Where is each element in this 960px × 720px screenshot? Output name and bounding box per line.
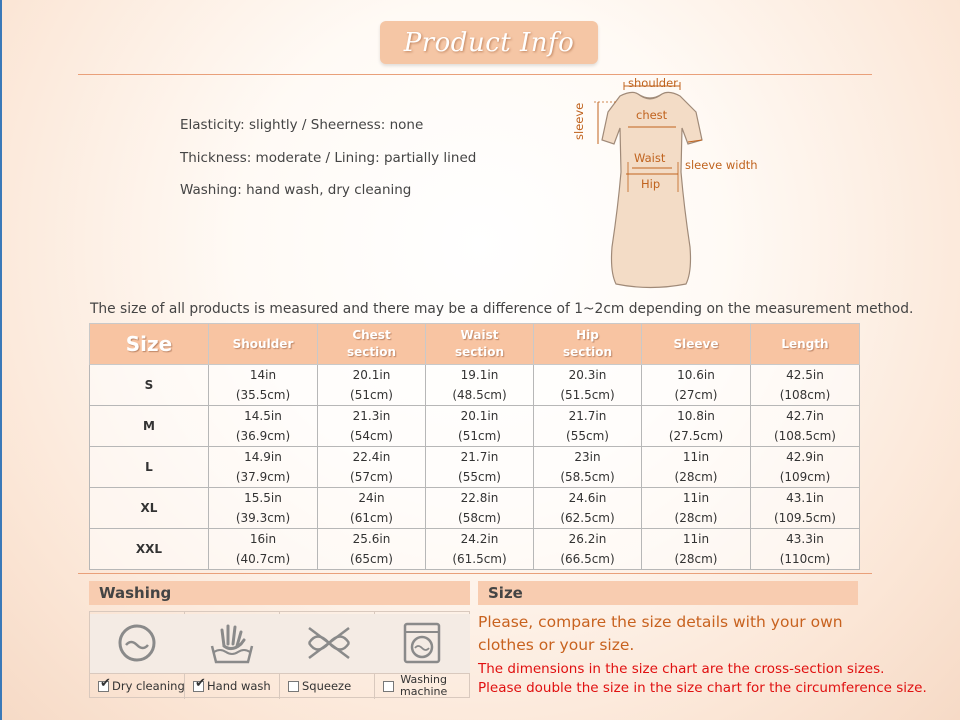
cell-inches: 14.5in <box>244 409 282 423</box>
wash-option-dry-cleaning <box>90 612 185 699</box>
table-row <box>90 447 860 488</box>
cell-hip <box>534 365 642 406</box>
wash-option-label-line2: machine <box>400 685 448 698</box>
diagram-label-shoulder: shoulder <box>628 76 678 90</box>
cell-cm: (66.5cm) <box>560 552 615 566</box>
cell-chest <box>318 488 426 529</box>
wash-option-label <box>400 674 447 698</box>
size-label: S <box>90 365 209 406</box>
cell-inches: 10.8in <box>677 409 715 423</box>
table-row <box>90 488 860 529</box>
cell-cm: (61cm) <box>350 511 393 525</box>
washing-machine-icon <box>398 620 446 666</box>
cell-shoulder <box>209 447 318 488</box>
diagram-label-sleeve: sleeve <box>572 102 586 140</box>
cell-hip <box>534 488 642 529</box>
cell-inches: 24in <box>358 491 385 505</box>
size-table <box>89 323 860 570</box>
cell-sleeve <box>642 447 751 488</box>
size-label: L <box>90 447 209 488</box>
wash-option-label: Hand wash <box>207 679 271 693</box>
cell-cm: (58.5cm) <box>560 470 615 484</box>
header-size: Size <box>90 324 209 365</box>
cell-cm: (62.5cm) <box>560 511 615 525</box>
attribute-elasticity: Elasticity: slightly / Sheerness: none <box>180 117 424 133</box>
cell-sleeve <box>642 488 751 529</box>
cell-cm: (35.5cm) <box>235 388 291 402</box>
cell-cm: (40.7cm) <box>235 552 291 566</box>
cell-inches: 16in <box>249 532 277 546</box>
cell-cm: (36.9cm) <box>235 429 291 443</box>
cell-inches: 20.3in <box>568 368 607 382</box>
cell-cm: (109cm) <box>779 470 831 484</box>
table-row <box>90 406 860 447</box>
table-row <box>90 529 860 570</box>
header-chest-line2: section <box>346 345 397 359</box>
cell-inches: 43.3in <box>786 532 824 546</box>
cell-inches: 22.4in <box>352 450 391 464</box>
cell-cm: (51.5cm) <box>560 388 615 402</box>
diagram-label-sleeve-width: sleeve width <box>685 158 758 172</box>
cell-inches: 26.2in <box>568 532 607 546</box>
squeeze-checkbox[interactable] <box>288 681 299 692</box>
wash-option-label: Squeeze <box>302 679 352 693</box>
cell-cm: (39.3cm) <box>235 511 291 525</box>
page-title: Product Info <box>380 21 598 64</box>
cell-inches: 42.9in <box>786 450 824 464</box>
cell-sleeve <box>642 406 751 447</box>
table-header-row <box>90 324 860 365</box>
cell-length <box>751 488 860 529</box>
cell-cm: (58cm) <box>458 511 501 525</box>
cell-cm: (54cm) <box>350 429 393 443</box>
size-warning-line2: Please double the size in the size chart for the circumference size. <box>478 680 927 696</box>
dry-cleaning-icon <box>113 620 161 666</box>
cell-hip <box>534 529 642 570</box>
cell-inches: 23in <box>574 450 601 464</box>
cell-inches: 21.7in <box>460 450 499 464</box>
size-label: XL <box>90 488 209 529</box>
header-waist-line1: Waist <box>460 328 499 342</box>
cell-cm: (28cm) <box>674 511 718 525</box>
cell-inches: 20.1in <box>460 409 499 423</box>
size-label: M <box>90 406 209 447</box>
cell-cm: (109.5cm) <box>773 511 836 525</box>
no-wring-icon <box>303 620 355 666</box>
cell-inches: 22.8in <box>460 491 499 505</box>
washing-machine-checkbox[interactable] <box>383 681 394 692</box>
cell-length <box>751 447 860 488</box>
size-label: XXL <box>90 529 209 570</box>
cell-inches: 21.3in <box>352 409 391 423</box>
header-waist <box>426 324 534 365</box>
header-hip <box>534 324 642 365</box>
header-shoulder: Shoulder <box>209 324 318 365</box>
header-hip-line2: section <box>562 345 613 359</box>
cell-cm: (51cm) <box>350 388 393 402</box>
cell-waist <box>426 406 534 447</box>
cell-sleeve <box>642 365 751 406</box>
cell-cm: (55cm) <box>566 429 609 443</box>
cell-hip <box>534 406 642 447</box>
wash-option-squeeze <box>280 612 375 699</box>
cell-cm: (28cm) <box>674 470 718 484</box>
cell-inches: 43.1in <box>786 491 824 505</box>
header-chest-line1: Chest <box>352 328 391 342</box>
cell-inches: 11in <box>682 450 710 464</box>
cell-chest <box>318 447 426 488</box>
diagram-label-chest: chest <box>636 108 668 122</box>
header-sleeve: Sleeve <box>642 324 751 365</box>
cell-chest <box>318 365 426 406</box>
cell-waist <box>426 488 534 529</box>
attribute-washing: Washing: hand wash, dry cleaning <box>180 182 412 198</box>
cell-chest <box>318 529 426 570</box>
table-row <box>90 365 860 406</box>
measurement-note: The size of all products is measured and there may be a difference of 1~2cm depending on the measurement method. <box>90 301 914 317</box>
washing-heading: Washing <box>89 581 470 605</box>
wash-option-label-line1: Washing <box>400 673 447 686</box>
dry-cleaning-checkbox[interactable] <box>98 676 111 692</box>
garment-diagram <box>568 72 768 292</box>
cell-waist <box>426 529 534 570</box>
header-hip-line1: Hip <box>576 328 599 342</box>
size-warning-line1: The dimensions in the size chart are the cross-section sizes. <box>478 661 885 677</box>
cell-cm: (61.5cm) <box>452 552 507 566</box>
cell-cm: (27cm) <box>674 388 718 402</box>
cell-shoulder <box>209 488 318 529</box>
size-message-line1: Please, compare the size details with your own <box>478 613 843 631</box>
frame-edge <box>0 0 2 720</box>
cell-inches: 15.5in <box>244 491 282 505</box>
wash-option-hand-wash <box>185 612 280 699</box>
cell-inches: 11in <box>682 532 710 546</box>
cell-inches: 11in <box>682 491 710 505</box>
check-icon: ✔ <box>100 676 111 691</box>
cell-shoulder <box>209 406 318 447</box>
wash-option-label: Dry cleaning <box>112 679 185 693</box>
cell-inches: 25.6in <box>352 532 391 546</box>
cell-cm: (28cm) <box>674 552 718 566</box>
cell-inches: 24.6in <box>568 491 607 505</box>
cell-length <box>751 365 860 406</box>
cell-cm: (57cm) <box>350 470 393 484</box>
cell-cm: (108.5cm) <box>773 429 836 443</box>
cell-cm: (110cm) <box>779 552 831 566</box>
cell-cm: (48.5cm) <box>452 388 507 402</box>
header-waist-line2: section <box>454 345 505 359</box>
cell-inches: 10.6in <box>677 368 715 382</box>
washing-options <box>89 611 470 698</box>
cell-shoulder <box>209 529 318 570</box>
cell-cm: (55cm) <box>458 470 501 484</box>
diagram-label-hip: Hip <box>641 177 661 191</box>
cell-cm: (108cm) <box>779 388 831 402</box>
cell-waist <box>426 447 534 488</box>
cell-inches: 21.7in <box>568 409 607 423</box>
cell-inches: 24.2in <box>460 532 499 546</box>
cell-cm: (65cm) <box>350 552 393 566</box>
table-divider <box>78 573 872 574</box>
hand-wash-checkbox[interactable] <box>193 676 206 692</box>
size-message-line2: clothes or your size. <box>478 636 635 654</box>
cell-chest <box>318 406 426 447</box>
header-length: Length <box>751 324 860 365</box>
cell-inches: 14.9in <box>244 450 282 464</box>
cell-inches: 42.5in <box>786 368 824 382</box>
size-heading: Size <box>478 581 858 605</box>
cell-inches: 14in <box>249 368 277 382</box>
cell-cm: (37.9cm) <box>235 470 291 484</box>
diagram-label-waist: Waist <box>634 151 666 165</box>
wash-option-washing-machine <box>375 612 470 699</box>
cell-hip <box>534 447 642 488</box>
cell-shoulder <box>209 365 318 406</box>
cell-length <box>751 406 860 447</box>
header-chest <box>318 324 426 365</box>
cell-waist <box>426 365 534 406</box>
cell-inches: 20.1in <box>352 368 391 382</box>
dress-illustration <box>568 72 768 292</box>
check-icon: ✔ <box>195 676 206 691</box>
cell-inches: 19.1in <box>460 368 499 382</box>
cell-cm: (27.5cm) <box>668 429 724 443</box>
hand-wash-icon <box>208 620 256 666</box>
attribute-thickness: Thickness: moderate / Lining: partially lined <box>180 150 477 166</box>
cell-inches: 42.7in <box>786 409 824 423</box>
cell-length <box>751 529 860 570</box>
cell-cm: (51cm) <box>458 429 501 443</box>
cell-sleeve <box>642 529 751 570</box>
